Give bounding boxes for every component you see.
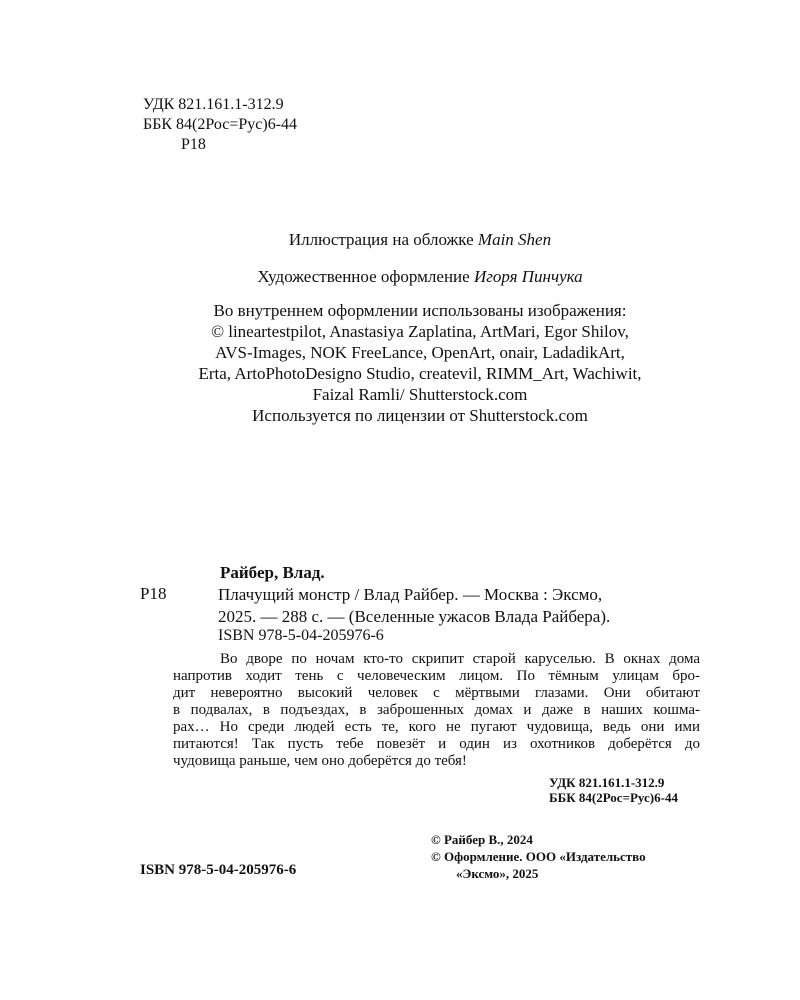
copyright-line: © Райбер В., 2024 bbox=[431, 832, 533, 847]
annotation-line: питаются! Так пусть тебе повезёт и один из охотников доберётся до bbox=[173, 736, 700, 752]
catalog-code: Р18 bbox=[140, 584, 167, 603]
classification-block bbox=[143, 96, 297, 156]
catalog-isbn: ISBN 978-5-04-205976-6 bbox=[218, 627, 384, 644]
annotation-line: напротив ходит тень с человеческим лицом. По тёмным улицам бро- bbox=[173, 668, 700, 684]
images-credit-line: AVS-Images, NOK FreeLance, OpenArt, onair, LadadikArt, bbox=[215, 343, 625, 362]
bbk-code: ББК 84(2Рос=Рус)6-44 bbox=[143, 116, 298, 133]
cover-illustration-credit bbox=[100, 230, 740, 267]
udk-code: УДК 821.161.1-312.9 bbox=[143, 96, 284, 113]
design-label: Художественное оформление bbox=[257, 267, 474, 286]
design-credit bbox=[100, 267, 740, 297]
images-credit-line: Faizal Ramli/ Shutterstock.com bbox=[312, 385, 528, 404]
annotation-udk: УДК 821.161.1-312.9 bbox=[549, 775, 665, 790]
author-mark: Р18 bbox=[181, 136, 206, 153]
catalog-title-line: Плачущий монстр / Влад Райбер. — Москва : Эксмо, bbox=[218, 585, 603, 604]
annotation-line: в подвалах, в подъездах, в заброшенных домах и даже в наших кошма- bbox=[173, 702, 700, 718]
images-credit-line: Erta, ArtoPhotoDesigno Studio, createvil, RIMM_Art, Wachiwit, bbox=[198, 364, 642, 383]
cover-illustration-name: Main Shen bbox=[477, 230, 552, 249]
images-credit-line: © lineartestpilot, Anastasiya Zaplatina, ArtMari, Egor Shilov, bbox=[211, 322, 629, 341]
images-credit-line: Во внутреннем оформлении использованы изображения: bbox=[213, 301, 627, 320]
copyright-line: © Оформление. ООО «Издательство bbox=[431, 849, 646, 864]
annotation-line: рах… Но среди людей есть те, кого не пугают чудовища, ведь они ими bbox=[173, 719, 700, 735]
catalog-author: Райбер, Влад. bbox=[220, 563, 325, 582]
annotation-bbk: ББК 84(2Рос=Рус)6-44 bbox=[549, 790, 678, 805]
cover-illustration-label: Иллюстрация на обложке bbox=[288, 230, 478, 249]
annotation-codes bbox=[549, 775, 678, 805]
credits-block bbox=[100, 230, 740, 427]
catalog-title bbox=[218, 584, 610, 628]
copyright-block bbox=[431, 831, 646, 882]
footer-isbn: ISBN 978-5-04-205976-6 bbox=[140, 862, 297, 878]
catalog-title-line: 2025. — 288 с. — (Вселенные ужасов Влада Райбера). bbox=[218, 607, 611, 626]
annotation bbox=[173, 651, 700, 770]
license-line: Используется по лицензии от Shutterstock.com bbox=[252, 406, 588, 425]
annotation-line: дит невероятно высокий человек с мёртвыми глазами. Они обитают bbox=[173, 685, 700, 701]
design-name: Игоря Пинчука bbox=[473, 267, 583, 286]
copyright-line: «Эксмо», 2025 bbox=[456, 866, 539, 881]
annotation-line: Во дворе по ночам кто-то скрипит старой каруселью. В окнах дома bbox=[220, 651, 700, 667]
annotation-line: чудовища раньше, чем оно доберётся до тебя! bbox=[173, 753, 467, 769]
